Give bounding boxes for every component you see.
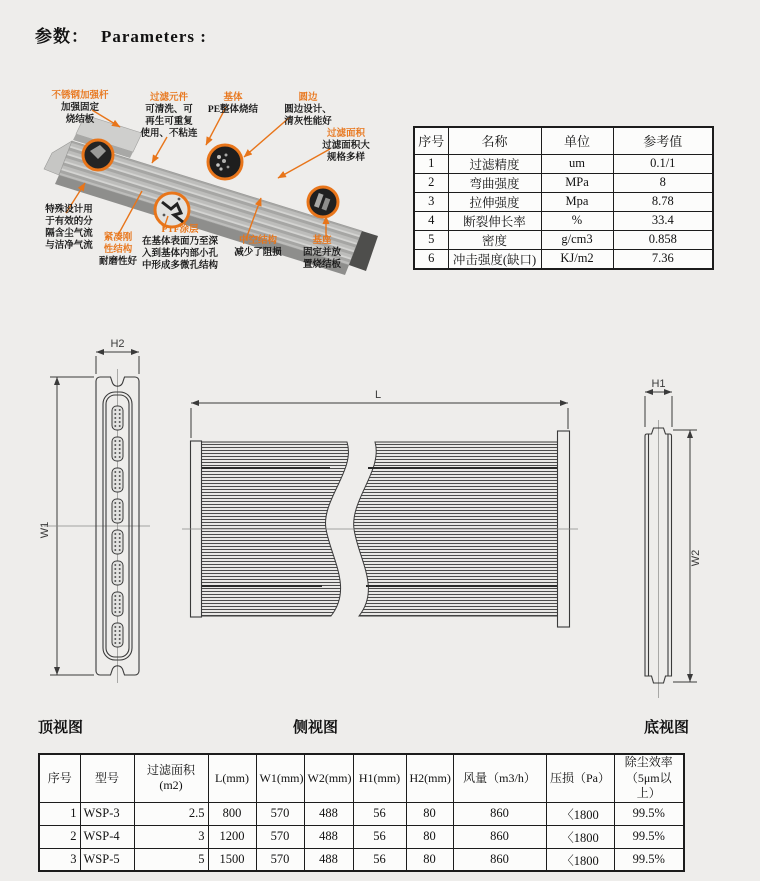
callout-title: 中空结构: [238, 236, 277, 246]
table-cell: 800: [208, 802, 256, 825]
technical-drawings: [0, 330, 760, 720]
side-view-drawing: [182, 389, 578, 627]
page-title: [35, 22, 207, 47]
table-cell: 2: [39, 825, 80, 848]
specifications-table: [38, 753, 685, 872]
table-cell: 过滤精度: [448, 154, 541, 173]
column-header: H2(mm): [406, 754, 453, 802]
callout-desc: 减少了阻损: [234, 247, 282, 258]
table-cell: WSP-3: [80, 802, 134, 825]
table-cell: 5: [414, 230, 448, 249]
callout-label: [193, 93, 273, 117]
column-header: 风量（m3/h）: [453, 754, 546, 802]
table-cell: um: [541, 154, 613, 173]
dim-label-h2: H2: [110, 338, 125, 350]
callout-label: [40, 91, 120, 127]
magnifier-circle-matrix: [208, 145, 242, 179]
table-row: [414, 211, 713, 230]
column-header: 除尘效率 （5μm以上）: [614, 754, 684, 802]
table-cell: 5: [134, 848, 208, 871]
magnifier-circle-reinforce: [83, 140, 113, 170]
table-row: [39, 802, 684, 825]
callout-title: 不锈钢加强杆: [51, 91, 109, 101]
parameters-table: [413, 126, 714, 270]
table-cell: 80: [406, 825, 453, 848]
table-cell: Mpa: [541, 192, 613, 211]
table-cell: 3: [414, 192, 448, 211]
callout-title: 基体: [223, 93, 243, 103]
table-cell: 4: [414, 211, 448, 230]
column-header: W1(mm): [256, 754, 304, 802]
magnifier-circle-ptf: [155, 193, 189, 227]
table-cell: 2: [414, 173, 448, 192]
callout-desc: 固定并放 置烧结板: [302, 247, 341, 270]
table-cell: 56: [353, 802, 406, 825]
column-header: 名称: [448, 127, 541, 154]
table-cell: 2.5: [134, 802, 208, 825]
table-cell: 0.1/1: [613, 154, 713, 173]
table-cell: 33.4: [613, 211, 713, 230]
callout-desc: 可清洗、可 再生可重复 使用、不粘连: [140, 104, 198, 139]
table-cell: 1200: [208, 825, 256, 848]
column-header: L(mm): [208, 754, 256, 802]
column-header: 单位: [541, 127, 613, 154]
table-cell: 8: [613, 173, 713, 192]
table-cell: 1: [414, 154, 448, 173]
title-chinese: 参数：: [35, 27, 89, 46]
table-cell: 488: [304, 802, 353, 825]
table-cell: 570: [256, 848, 304, 871]
callout-label: [308, 129, 384, 165]
callout-desc: 圆边设计、 清灰性能好: [284, 104, 332, 127]
bottom-view-drawing: [645, 378, 702, 698]
header-row: [414, 127, 713, 154]
side-view-label: 侧视图: [293, 720, 339, 736]
table-cell: 80: [406, 848, 453, 871]
table-cell: 8.78: [613, 192, 713, 211]
column-header: 序号: [414, 127, 448, 154]
callout-title: 紧凑刚 性结构: [103, 233, 133, 255]
callout-desc: 过滤面积大 规格多样: [322, 140, 370, 163]
table-cell: 弯曲强度: [448, 173, 541, 192]
callout-title: 过滤元件: [149, 93, 188, 103]
bottom-view-label: 底视图: [644, 720, 690, 736]
magnifier-circle-base: [308, 187, 338, 217]
table-cell: 488: [304, 848, 353, 871]
callout-desc: PE整体烧结: [207, 104, 259, 115]
table-cell: 488: [304, 825, 353, 848]
column-header: 参考值: [613, 127, 713, 154]
table-cell: 80: [406, 802, 453, 825]
table-cell: 拉伸强度: [448, 192, 541, 211]
table-cell: 3: [39, 848, 80, 871]
table-cell: 密度: [448, 230, 541, 249]
top-view-label: 顶视图: [38, 720, 84, 736]
table-cell: 〈1800: [546, 825, 614, 848]
table-cell: MPa: [541, 173, 613, 192]
callout-label: [290, 236, 354, 272]
table-cell: KJ/m2: [541, 249, 613, 269]
table-cell: 6: [414, 249, 448, 269]
table-row: [414, 154, 713, 173]
table-cell: 56: [353, 848, 406, 871]
table-cell: g/cm3: [541, 230, 613, 249]
table-row: [414, 173, 713, 192]
column-header: H1(mm): [353, 754, 406, 802]
callout-title: 过滤面积: [326, 129, 365, 139]
column-header: 序号: [39, 754, 80, 802]
callout-title: 圆边: [298, 93, 318, 103]
callout-label: [134, 225, 226, 273]
table-cell: 1: [39, 802, 80, 825]
table-cell: 7.36: [613, 249, 713, 269]
callout-desc: 特殊设计用 于有效的分 隔含尘气流 与洁净气流: [45, 205, 93, 251]
callout-desc: 加强固定 烧结板: [60, 102, 99, 125]
table-cell: 99.5%: [614, 802, 684, 825]
table-cell: 〈1800: [546, 802, 614, 825]
table-cell: 〈1800: [546, 848, 614, 871]
product-illustration: [30, 85, 415, 317]
table-cell: 99.5%: [614, 825, 684, 848]
column-header: 压损（Pa）: [546, 754, 614, 802]
table-cell: WSP-4: [80, 825, 134, 848]
table-cell: 860: [453, 848, 546, 871]
callout-desc: 在基体表面乃至深 入到基体内部小孔 中形成多微孔结构: [141, 236, 218, 271]
table-row: [414, 192, 713, 211]
dim-label-w2: W2: [690, 549, 702, 567]
table-cell: 0.858: [613, 230, 713, 249]
table-row: [39, 825, 684, 848]
callout-title: PTF涂层: [161, 225, 199, 235]
table-cell: %: [541, 211, 613, 230]
callout-desc: 耐磨性好: [98, 256, 137, 267]
table-cell: 1500: [208, 848, 256, 871]
column-header: W2(mm): [304, 754, 353, 802]
column-header: 过滤面积 (m2): [134, 754, 208, 802]
top-view-drawing: [39, 338, 150, 683]
table-cell: 冲击强度(缺口): [448, 249, 541, 269]
table-cell: 3: [134, 825, 208, 848]
callout-title: 基座: [312, 236, 332, 246]
table-cell: 99.5%: [614, 848, 684, 871]
table-row: [414, 230, 713, 249]
table-cell: 570: [256, 802, 304, 825]
table-cell: 860: [453, 802, 546, 825]
table-cell: 断裂伸长率: [448, 211, 541, 230]
table-row: [414, 249, 713, 269]
dim-label-h1: H1: [651, 378, 666, 390]
column-header: 型号: [80, 754, 134, 802]
callout-label: [222, 236, 294, 260]
table-cell: 860: [453, 825, 546, 848]
table-row: [39, 848, 684, 871]
dim-label-l: L: [374, 389, 382, 401]
header-row: [39, 754, 684, 802]
table-cell: WSP-5: [80, 848, 134, 871]
table-cell: 570: [256, 825, 304, 848]
dim-label-w1: W1: [39, 521, 51, 539]
callout-label: [270, 93, 346, 129]
table-cell: 56: [353, 825, 406, 848]
title-english: Parameters :: [101, 27, 207, 46]
